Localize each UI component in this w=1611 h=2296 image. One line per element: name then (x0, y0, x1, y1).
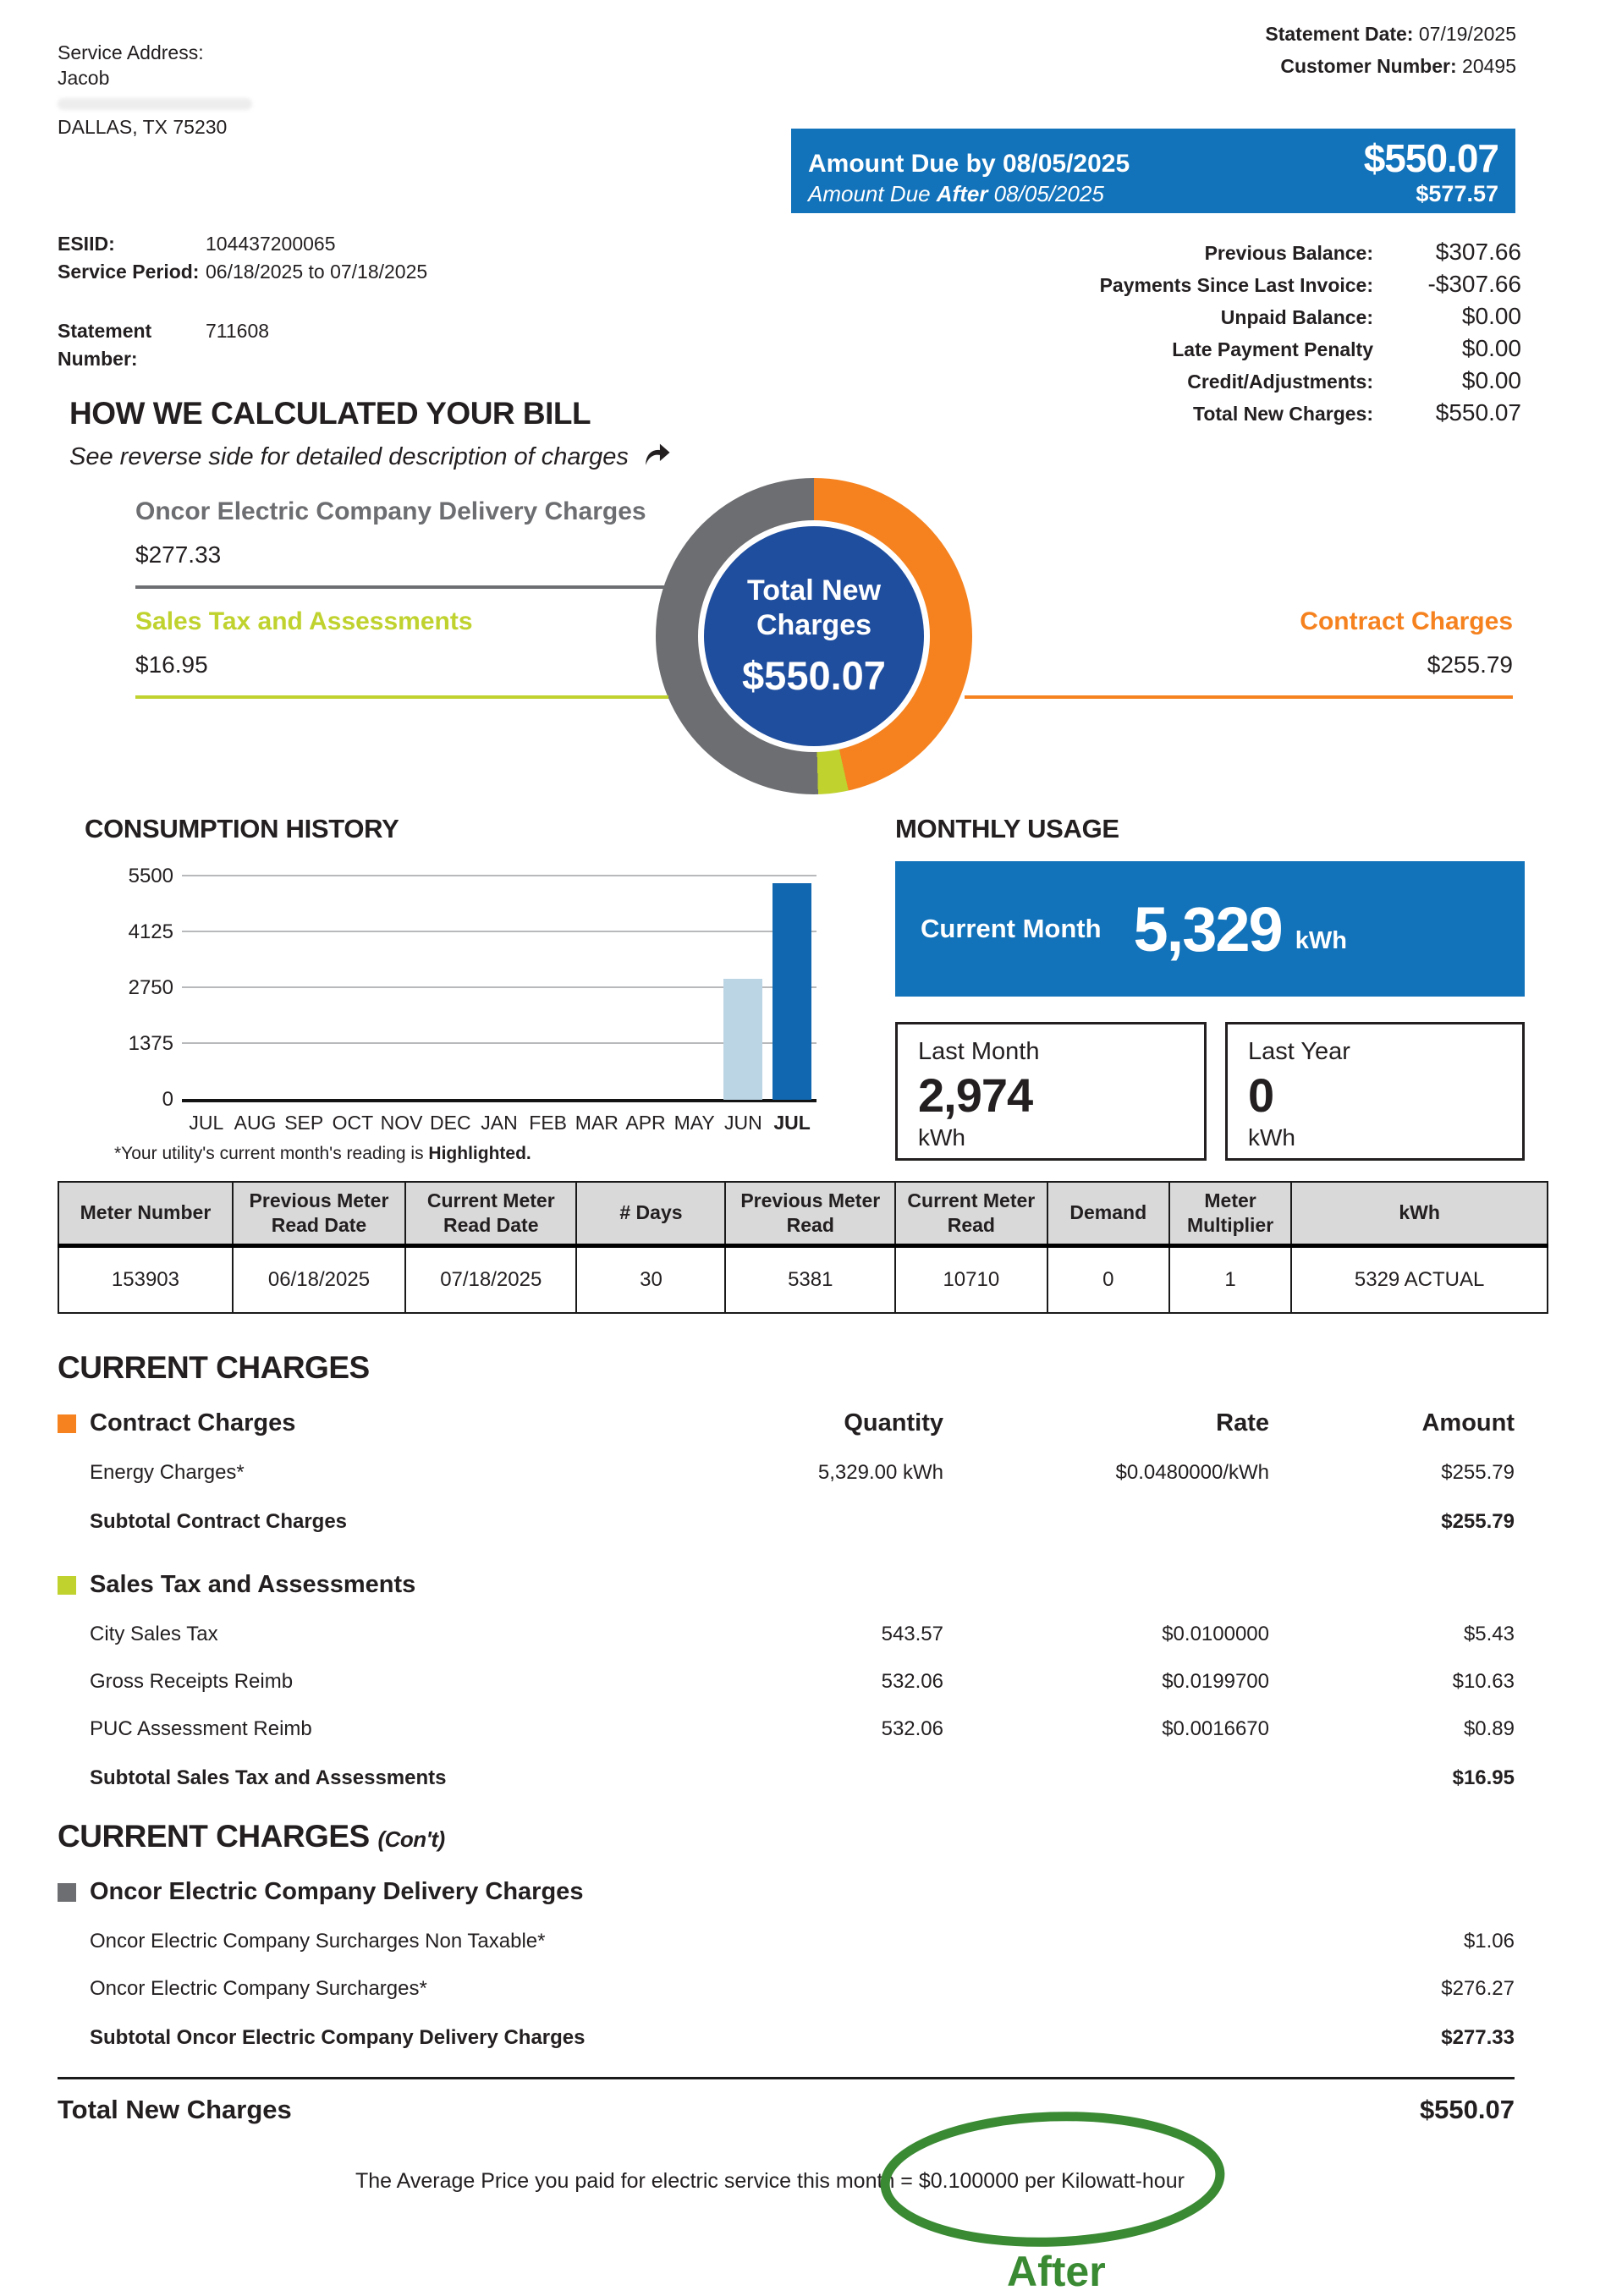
y-tick-label: 5500 (128, 865, 173, 887)
chart-footnote-text: *Your utility's current month's reading is (114, 1144, 429, 1163)
current-charges-cont-title (58, 1819, 1515, 1854)
meter-column-header: Current Meter Read (895, 1182, 1047, 1245)
breakdown-sales-leader-line (135, 695, 668, 699)
gridline-5500 (182, 875, 816, 876)
charge-rate: $0.0199700 (1162, 1670, 1269, 1693)
current-month-value: 5,329 (1133, 893, 1282, 964)
y-tick-label: 4125 (128, 920, 173, 943)
charge-amount: $0.89 (1463, 1717, 1515, 1740)
balance-row (912, 239, 1521, 266)
month-label-3: OCT (332, 1112, 374, 1134)
charge-line-item (58, 1717, 1515, 1741)
month-label-7: FEB (529, 1112, 568, 1134)
meter-cell: 07/18/2025 (405, 1245, 576, 1313)
current-charges-cont-suffix: (Con't) (377, 1826, 445, 1852)
esiid-row (58, 230, 427, 258)
how-calculated-title: HOW WE CALCULATED YOUR BILL (69, 396, 591, 431)
meter-cell: 0 (1047, 1245, 1169, 1313)
total-new-charges-amount: $550.07 (1419, 2095, 1515, 2124)
x-axis-labels (182, 1112, 816, 1134)
service-period-value: 06/18/2025 to 07/18/2025 (206, 261, 428, 283)
gridline-4125 (182, 931, 816, 932)
balance-row-value: $0.00 (1461, 367, 1521, 393)
total-new-charges-label: Total New Charges (58, 2095, 292, 2124)
balance-row-value: $307.66 (1435, 239, 1521, 265)
current-month-unit: kWh (1295, 926, 1347, 954)
balance-row-value: $0.00 (1461, 303, 1521, 329)
last-month-label: Last Month (918, 1038, 1040, 1065)
meter-table-body (58, 1245, 1548, 1313)
amount-column-header: Amount (1421, 1409, 1515, 1436)
account-info (58, 230, 427, 373)
total-divider-line (58, 2077, 1515, 2079)
amount-due-after-bold: After (936, 181, 988, 206)
consumption-history-chart (110, 860, 838, 1139)
balance-row (912, 271, 1521, 298)
current-month-usage-box (895, 861, 1525, 997)
meter-table-header (58, 1182, 1548, 1245)
sales-tax-subtotal-label: Subtotal Sales Tax and Assessments (90, 1766, 447, 1789)
service-address-name: Jacob (58, 66, 110, 89)
amount-due-after-pre: Amount Due (808, 181, 931, 206)
how-calculated-subtitle (69, 440, 673, 474)
meter-reading-table (58, 1181, 1548, 1314)
esiid-label: ESIID: (58, 233, 115, 255)
charge-rate: $0.0016670 (1162, 1717, 1269, 1740)
after-annotation: After (1007, 2248, 1106, 2295)
oncor-subtotal-amount: $277.33 (1441, 2026, 1515, 2049)
consumption-plot-area (182, 876, 816, 1100)
oncor-delivery-subtotal (58, 2026, 1515, 2050)
current-charges-title: CURRENT CHARGES (58, 1350, 370, 1385)
charge-line-item (58, 1977, 1515, 2001)
balance-row-label: Payments Since Last Invoice: (1099, 274, 1373, 296)
customer-number-value: 20495 (1462, 54, 1516, 77)
sales-tax-bullet (58, 1576, 76, 1595)
amount-due-after-value: $577.57 (1416, 181, 1498, 206)
charge-line-item (58, 1461, 1515, 1485)
last-month-value: 2,974 (918, 1068, 1033, 1122)
contract-charges-name: Contract Charges (90, 1409, 296, 1436)
meter-column-header: Meter Number (58, 1182, 233, 1245)
average-price-note: The Average Price you paid for electric service this month = $0.100000 per Kilowatt-hour (355, 2169, 1185, 2193)
amount-due-after-label (808, 181, 1104, 207)
charge-label: Energy Charges* (90, 1461, 245, 1484)
month-label-4: NOV (380, 1112, 423, 1134)
meter-column-header: Demand (1047, 1182, 1169, 1245)
charge-label: PUC Assessment Reimb (90, 1717, 312, 1740)
balance-row (912, 367, 1521, 394)
breakdown-oncor (135, 497, 668, 589)
current-month-label: Current Month (921, 914, 1102, 943)
balance-summary (912, 239, 1521, 431)
charge-label: Oncor Electric Company Surcharges* (90, 1977, 427, 2000)
month-label-6: JAN (481, 1112, 518, 1134)
charge-rate: $0.0100000 (1162, 1623, 1269, 1645)
charge-amount: $1.06 (1463, 1930, 1515, 1953)
last-year-value: 0 (1248, 1068, 1274, 1122)
service-period-label: Service Period: (58, 261, 200, 283)
amount-due-after-row (808, 181, 1498, 207)
statement-meta (1265, 19, 1516, 83)
breakdown-contract (965, 607, 1513, 699)
meter-cell: 10710 (895, 1245, 1047, 1313)
statement-number-label: Statement Number: (58, 319, 152, 371)
current-charges-section (58, 1350, 1515, 2296)
y-tick-label: 0 (162, 1088, 173, 1111)
meter-header-row (58, 1182, 1548, 1245)
redacted-address-line (58, 98, 252, 110)
sales-tax-rows (58, 1623, 1515, 1741)
meter-column-header: Previous Meter Read Date (233, 1182, 405, 1245)
contract-charges-bullet (58, 1414, 76, 1433)
statement-number-row (58, 317, 427, 374)
last-month-unit: kWh (918, 1124, 965, 1151)
last-year-usage-box (1225, 1022, 1525, 1161)
meter-column-header: # Days (576, 1182, 725, 1245)
balance-row (912, 399, 1521, 426)
meter-column-header: Current Meter Read Date (405, 1182, 576, 1245)
oncor-delivery-header (58, 1878, 1515, 1906)
rate-column-header: Rate (1216, 1409, 1269, 1436)
balance-row-label: Late Payment Penalty (1172, 338, 1373, 360)
charge-quantity: 532.06 (881, 1717, 943, 1740)
meter-cell: 30 (576, 1245, 725, 1313)
meter-column-header: kWh (1291, 1182, 1548, 1245)
service-period-row (58, 258, 427, 286)
meter-cell: 1 (1169, 1245, 1291, 1313)
sales-tax-header (58, 1571, 1515, 1599)
current-charges-cont-text: CURRENT CHARGES (58, 1819, 370, 1854)
charge-amount: $5.43 (1463, 1623, 1515, 1645)
how-calculated-subtitle-text: See reverse side for detailed description of charges (69, 442, 629, 470)
meter-column-header: Previous Meter Read (725, 1182, 895, 1245)
gridline-1375 (182, 1042, 816, 1044)
donut-center-label-line2: Charges (756, 608, 872, 641)
balance-row (912, 303, 1521, 330)
green-circle-annotation (877, 2108, 1232, 2252)
charge-quantity: 543.57 (881, 1623, 943, 1645)
charge-quantity: 5,329.00 kWh (817, 1461, 943, 1484)
donut-center-label-line1: Total New (746, 574, 882, 607)
meter-data-row (58, 1245, 1548, 1313)
charge-label: City Sales Tax (90, 1623, 218, 1645)
month-label-9: APR (625, 1112, 666, 1134)
oncor-subtotal-label: Subtotal Oncor Electric Company Delivery Charges (90, 2026, 586, 2049)
contract-subtotal-label: Subtotal Contract Charges (90, 1510, 348, 1533)
charge-amount: $276.27 (1441, 1977, 1515, 2000)
amount-due-after-date: 08/05/2025 (993, 181, 1104, 206)
service-address-label: Service Address: (58, 41, 204, 63)
gridline-2750 (182, 986, 816, 988)
consumption-history-title: CONSUMPTION HISTORY (85, 814, 399, 843)
charge-label: Gross Receipts Reimb (90, 1670, 294, 1693)
contract-subtotal-amount: $255.79 (1441, 1510, 1515, 1533)
donut-center (704, 526, 924, 746)
esiid-value: 104437200065 (206, 233, 336, 255)
balance-row (912, 335, 1521, 362)
meter-cell: 153903 (58, 1245, 233, 1313)
balance-row-value: $550.07 (1435, 399, 1521, 426)
meter-column-header: Meter Multiplier (1169, 1182, 1291, 1245)
balance-row-label: Previous Balance: (1204, 242, 1373, 264)
oncor-delivery-name: Oncor Electric Company Delivery Charges (90, 1878, 584, 1905)
oncor-delivery-bullet (58, 1883, 76, 1902)
contract-charges-rows (58, 1461, 1515, 1485)
meter-cell: 5329 ACTUAL (1291, 1245, 1548, 1313)
balance-row-label: Total New Charges: (1193, 403, 1373, 425)
sales-tax-subtotal (58, 1766, 1515, 1790)
last-month-usage-box (895, 1022, 1207, 1161)
month-label-2: SEP (284, 1112, 324, 1134)
contract-charges-subtotal (58, 1510, 1515, 1534)
statement-number-value: 711608 (206, 319, 270, 342)
amount-due-by-row (808, 135, 1498, 181)
breakdown-oncor-amount: $277.33 (135, 541, 222, 568)
x-axis-baseline (182, 1099, 816, 1102)
meter-cell: 06/18/2025 (233, 1245, 405, 1313)
amount-due-by-label: Amount Due by 08/05/2025 (808, 150, 1130, 178)
donut-center-value: $550.07 (742, 652, 886, 698)
amount-due-by-value: $550.07 (1363, 136, 1498, 180)
last-year-label: Last Year (1248, 1038, 1350, 1065)
y-tick-label: 2750 (128, 976, 173, 999)
charges-donut-chart (656, 478, 972, 794)
statement-date-value: 07/19/2025 (1418, 23, 1516, 45)
statement-date-label: Statement Date: (1265, 23, 1414, 45)
sales-tax-name: Sales Tax and Assessments (90, 1571, 416, 1598)
breakdown-contract-amount: $255.79 (1427, 651, 1513, 678)
curved-arrow-icon (642, 440, 673, 474)
charge-amount: $10.63 (1452, 1670, 1515, 1693)
amount-due-box (791, 129, 1515, 213)
service-address-block (58, 41, 252, 140)
charge-rate: $0.0480000/kWh (1115, 1461, 1269, 1484)
month-label-12: JUL (773, 1112, 811, 1134)
charge-line-item (58, 1930, 1515, 1953)
month-label-10: MAY (674, 1112, 715, 1134)
monthly-usage-title: MONTHLY USAGE (895, 814, 1119, 843)
breakdown-sales-title: Sales Tax and Assessments (135, 607, 473, 635)
balance-row-label: Credit/Adjustments: (1187, 371, 1373, 393)
breakdown-sales-amount: $16.95 (135, 651, 208, 678)
month-label-11: JUN (724, 1112, 762, 1134)
service-address-city: DALLAS, TX 75230 (58, 115, 228, 138)
contract-charges-header (58, 1409, 1515, 1437)
balance-row-label: Unpaid Balance: (1220, 306, 1373, 328)
month-label-0: JUL (189, 1112, 224, 1134)
oncor-delivery-rows (58, 1930, 1515, 2001)
month-label-5: DEC (430, 1112, 471, 1134)
customer-number-label: Customer Number: (1280, 54, 1457, 77)
meter-cell: 5381 (725, 1245, 895, 1313)
breakdown-sales-tax (135, 607, 668, 699)
charge-line-item (58, 1623, 1515, 1646)
charge-amount: $255.79 (1441, 1461, 1515, 1484)
last-year-unit: kWh (1248, 1124, 1295, 1151)
current-month-bar (773, 883, 811, 1100)
charge-line-item (58, 1670, 1515, 1694)
breakdown-oncor-title: Oncor Electric Company Delivery Charges (135, 497, 646, 525)
balance-row-value: $0.00 (1461, 335, 1521, 361)
month-label-8: MAR (575, 1112, 619, 1134)
breakdown-contract-leader-line (965, 695, 1513, 699)
sales-tax-subtotal-amount: $16.95 (1452, 1766, 1515, 1789)
breakdown-oncor-leader-line (135, 585, 668, 589)
customer-number-line (1265, 51, 1516, 83)
statement-date-line (1265, 19, 1516, 51)
average-price-note-row (58, 2169, 1515, 2296)
y-tick-label: 1375 (128, 1032, 173, 1055)
month-label-1: AUG (234, 1112, 277, 1134)
previous-month-bar (723, 979, 762, 1100)
chart-footnote (114, 1144, 531, 1164)
chart-footnote-bold: Highlighted. (428, 1144, 531, 1163)
balance-row-value: -$307.66 (1427, 271, 1521, 297)
total-new-charges-row (58, 2095, 1515, 2125)
breakdown-contract-title: Contract Charges (1300, 607, 1513, 635)
charge-quantity: 532.06 (881, 1670, 943, 1693)
charge-label: Oncor Electric Company Surcharges Non Taxable* (90, 1930, 546, 1953)
quantity-column-header: Quantity (844, 1409, 943, 1436)
